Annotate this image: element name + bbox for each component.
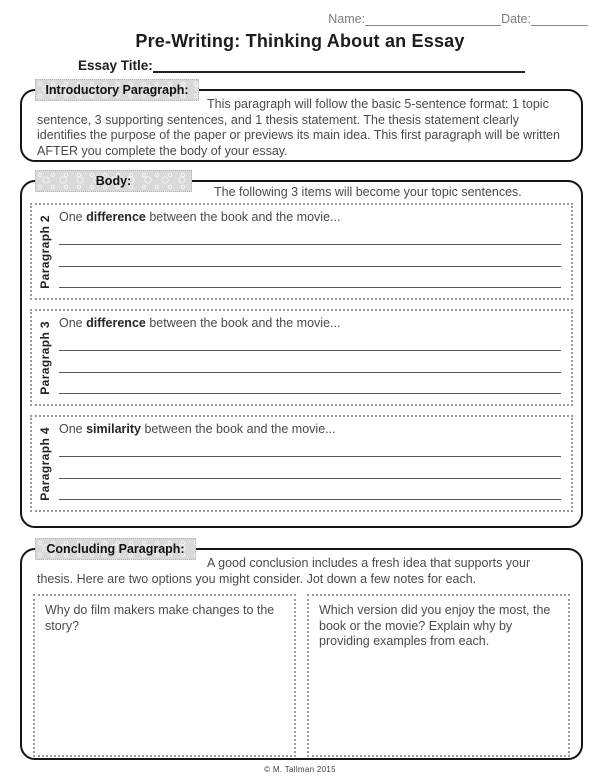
prompt-prefix: One	[59, 210, 87, 224]
prompt-prefix: One	[59, 422, 87, 436]
paragraph-4-label: Paragraph 4	[37, 426, 52, 501]
paragraph-2-box	[30, 203, 573, 300]
paragraph-3-label: Paragraph 3	[37, 320, 52, 395]
prompt-prefix: One	[59, 316, 87, 330]
page-title: Pre-Writing: Thinking About an Essay	[135, 31, 465, 51]
essay-title-input-line[interactable]	[153, 57, 525, 73]
copyright-text: © M. Tallman 2015	[264, 765, 336, 774]
conclusion-options-row	[30, 594, 573, 757]
writing-line[interactable]	[59, 330, 561, 351]
paragraph-2-content	[57, 205, 571, 298]
paragraph-3-label-wrap	[32, 311, 57, 404]
paragraph-3-box	[30, 309, 573, 406]
name-label: Name:	[328, 12, 366, 26]
writing-line[interactable]	[59, 224, 561, 245]
date-label: Date:	[501, 12, 531, 26]
body-section-subtitle: The following 3 items will become your topic sentences.	[214, 185, 522, 199]
section-introductory-paragraph	[20, 83, 583, 162]
writing-line[interactable]	[59, 457, 561, 478]
prompt-suffix: between the book and the movie...	[141, 422, 336, 436]
writing-line[interactable]	[59, 245, 561, 266]
writing-line[interactable]	[59, 267, 561, 288]
writing-line[interactable]	[59, 351, 561, 372]
paragraph-4-content	[57, 417, 571, 510]
name-date-row	[0, 0, 600, 26]
paragraph-4-box	[30, 415, 573, 512]
paragraph-4-label-wrap	[32, 417, 57, 510]
conclusion-option-2-prompt: Which version did you enjoy the most, the book or the movie? Explain why by providing examples from each.	[319, 603, 551, 648]
conclusion-note-box-2[interactable]	[307, 594, 570, 757]
name-input-line[interactable]	[365, 11, 501, 26]
essay-title-label: Essay Title:	[78, 58, 153, 73]
prompt-suffix: between the book and the movie...	[145, 210, 341, 224]
intro-section-label: Introductory Paragraph:	[35, 79, 199, 101]
section-body	[20, 174, 583, 528]
writing-line[interactable]	[59, 436, 561, 457]
conclusion-note-box-1[interactable]	[33, 594, 296, 757]
prompt-keyword: difference	[86, 210, 146, 224]
conclusion-option-1-prompt: Why do film makers make changes to the story?	[45, 603, 275, 633]
conclusion-section-label: Concluding Paragraph:	[35, 538, 196, 560]
paragraph-4-prompt	[59, 422, 561, 436]
body-section-label: Body:	[35, 170, 192, 192]
paragraph-2-prompt	[59, 210, 561, 224]
prompt-keyword: difference	[86, 316, 146, 330]
paragraph-3-content	[57, 311, 571, 404]
intro-section-text: This paragraph will follow the basic 5-sentence format: 1 topic sentence, 3 supporting sentences, and 1 thesis statement. The thesis statement clearly identifies the purpose of the paper or previews its main idea. This first paragraph will be written AFTER you complete the body of your essay.	[37, 97, 560, 158]
conclusion-section-text: A good conclusion includes a fresh idea that supports your thesis. Here are two options you might consider. Jot down a few notes for each.	[37, 556, 531, 586]
section-concluding-paragraph	[20, 542, 583, 760]
prompt-keyword: similarity	[86, 422, 141, 436]
writing-line[interactable]	[59, 479, 561, 500]
paragraph-2-label-wrap	[32, 205, 57, 298]
prompt-suffix: between the book and the movie...	[145, 316, 341, 330]
writing-line[interactable]	[59, 373, 561, 394]
date-input-line[interactable]	[531, 11, 588, 26]
essay-title-row	[78, 57, 600, 73]
paragraph-3-prompt	[59, 316, 561, 330]
paragraph-2-label: Paragraph 2	[37, 214, 52, 289]
